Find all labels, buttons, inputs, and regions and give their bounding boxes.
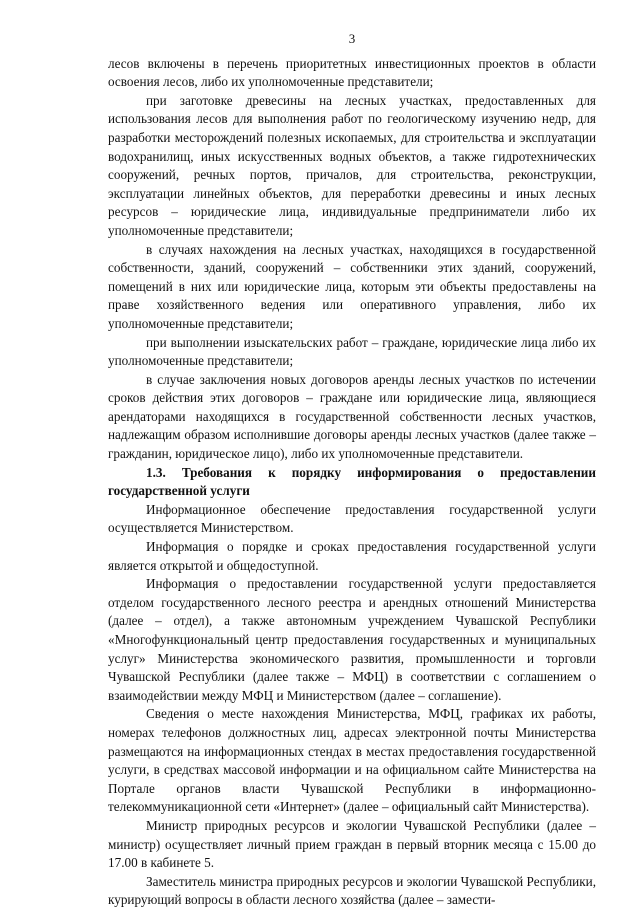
paragraph-information-providers: Информация о предоставлении государственной услуги предоставляется отделом государственного лесного реестра и арендных отношений Министерства (далее – отдел), а также автономным учреждением Чувашской Республики «Многофункциональный центр предоставления государственных и муниципальных услуг» Министерства экономического развития, промышленности и торговли Чувашской Республики (далее также – МФЦ) в соответствии с соглашением о взаимодействии между МФЦ и Министерством (далее – соглашение). — [108, 576, 596, 703]
paragraph-new-lease-contracts: в случае заключения новых договоров аренды лесных участков по истечении сроков действия этих договоров – граждане или юридические лица, являющиеся арендаторами находящихся в государственной собственности лесных участков, надлежащим образом исполнившие договоры аренды лесных участков (далее также – гражданин, юридическое лицо), либо их уполномоченные представители. — [108, 371, 596, 462]
paragraph-minister-reception: Министр природных ресурсов и экологии Чувашской Республики (далее – министр) осуществляет личный прием граждан в первый вторник месяца с 15.00 до 17.00 в кабинете 5. — [108, 817, 596, 871]
paragraph-contact-details: Сведения о месте нахождения Министерства, МФЦ, графиках их работы, номерах телефонов должностных лиц, адресах электронной почты Министерства размещаются на информационных стендах в местах предоставления государственной услуги, в средствах массовой информации и на официальном сайте Министерства на Портале органов власти Чувашской Республики в информационно-телекоммуникационной сети «Интернет» (далее – официальный сайт Министерства). — [108, 706, 596, 815]
paragraph-information-open: Информация о порядке и сроках предоставления государственной услуги является открытой и общедоступной. — [108, 539, 596, 573]
paragraph-buildings-owners: в случаях нахождения на лесных участках, находящихся в государственной собственности, зданий, сооружений – собственники этих зданий, сооружений, помещений в них или юридические лица, которым эти объекты предоставлены на праве хозяйственного ведения или оперативного управления, либо их уполномоченные представители; — [108, 241, 596, 331]
page-number: 3 — [348, 31, 356, 46]
paragraph-deputy-minister: Заместитель министра природных ресурсов и экологии Чувашской Республики, курирующий вопросы в области лесного хозяйства (далее – замести- — [108, 873, 596, 908]
document-page — [108, 30, 596, 910]
paragraph-information-support: Информационное обеспечение предоставления государственной услуги осуществляется Министерством. — [108, 501, 596, 536]
paragraph-survey-works: при выполнении изыскательских работ – граждане, юридические лица либо их уполномоченные представители; — [108, 334, 596, 369]
paragraph-timber-harvesting: при заготовке древесины на лесных участках, предоставленных для использования лесов для выполнения работ по геологическому изучению недр, для разработки месторождений полезных ископаемых, для строительства и эксплуатации водохранилищ, иных искусственных водных объектов, а также гидротехнических сооружений, речных портов, причалов, для строительства, реконструкции, эксплуатации линейных объектов, для переработки древесины и иных лесных ресурсов – юридические лица, индивидуальные предприниматели либо их уполномоченные представители; — [108, 92, 596, 238]
section-heading-1-3: 1.3. Требования к порядку информирования о предоставлении государственной услуги — [108, 464, 596, 499]
paragraph-continuation: лесов включены в перечень приоритетных инвестиционных проектов в области освоения лесов, либо их уполномоченные представители; — [108, 55, 596, 90]
